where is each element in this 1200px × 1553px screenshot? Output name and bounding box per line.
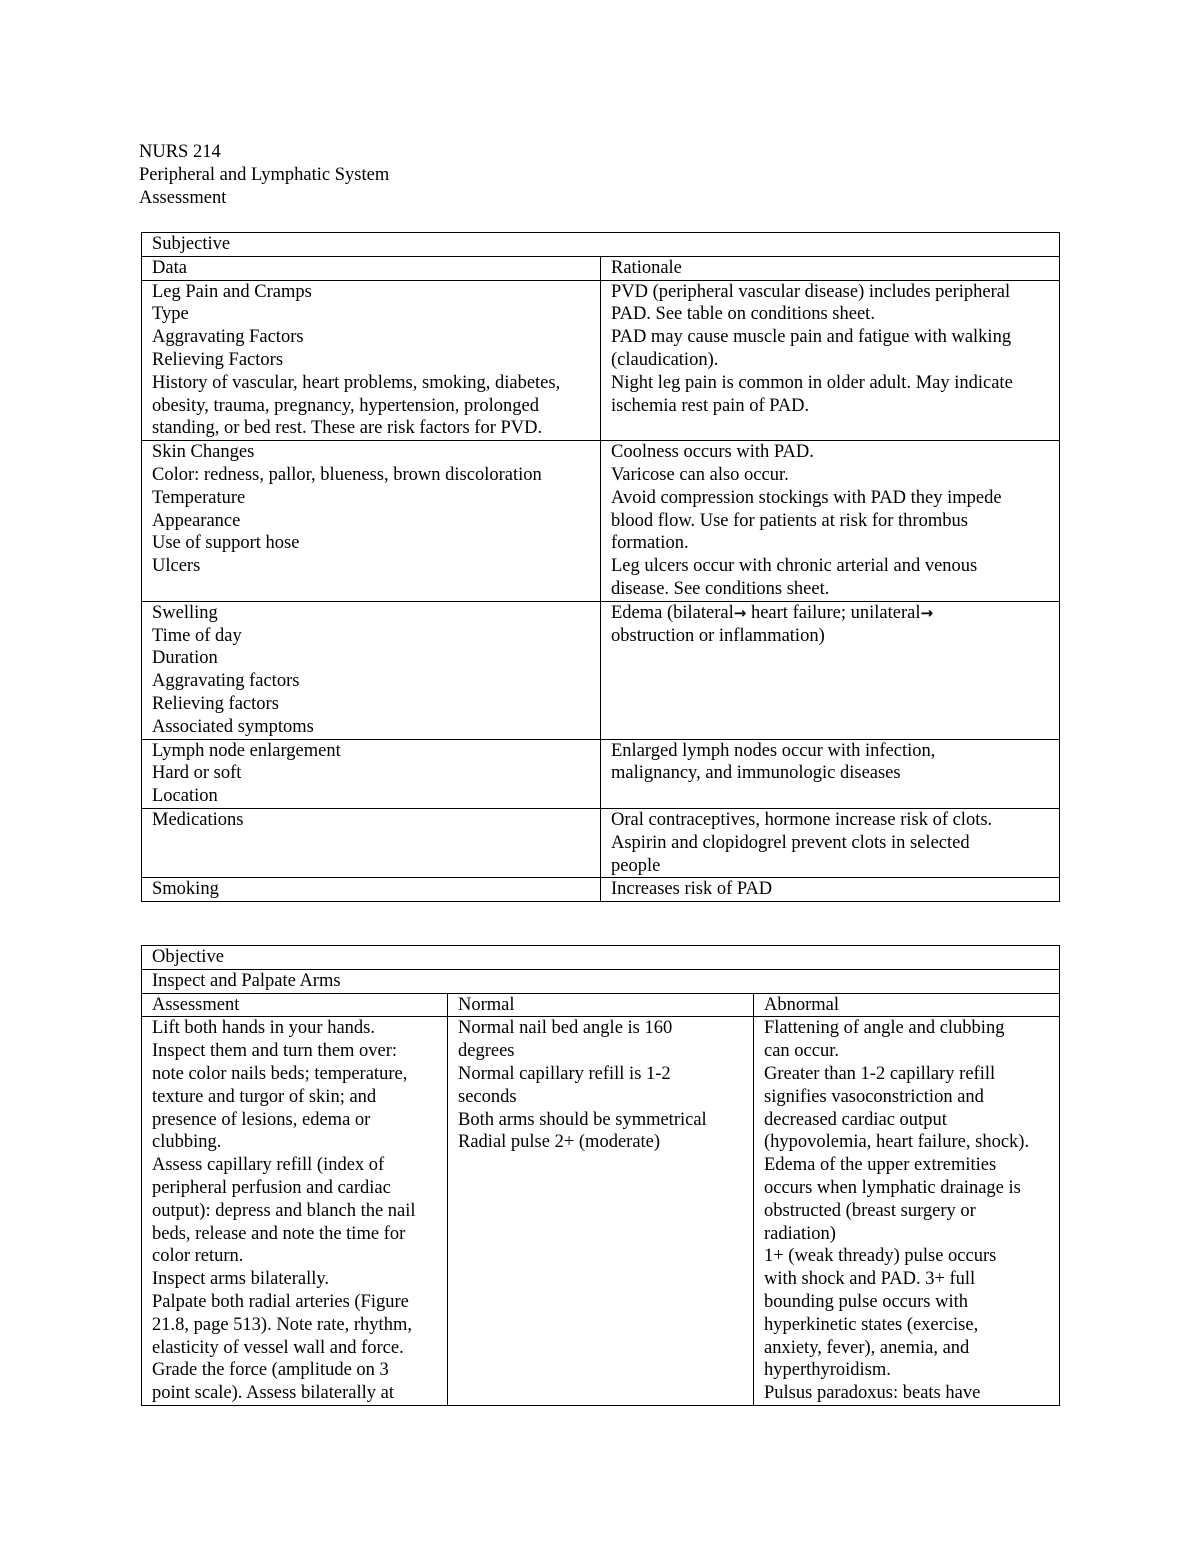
right-arrow-icon: → — [920, 603, 934, 622]
objective-section: Inspect and Palpate Arms — [142, 969, 1060, 993]
course-code: NURS 214 — [139, 142, 221, 162]
document-subtitle: Assessment — [139, 188, 227, 208]
table-section-row — [142, 969, 1060, 993]
column-header-data: Data — [142, 256, 601, 280]
column-header-normal: Normal — [448, 993, 754, 1017]
table-title-row — [142, 946, 1060, 970]
abnormal-cell: Flattening of angle and clubbing can occur. Greater than 1-2 capillary refill signifies vasoconstriction and decreased cardiac output (hypovolemia, heart failure, shock). Edema of the upper extremities occurs when lymphatic drainage is obstructed (breast surgery or radiation) 1+ (weak thready) pulse occurs with shock and PAD. 3+ full bounding pulse occurs with hyperkinetic states (exercise, anxiety, fever), anemia, and hyperthyroidism. Pulsus paradoxus: beats have — [754, 1017, 1060, 1406]
column-header-abnormal: Abnormal — [754, 993, 1060, 1017]
table-row — [142, 1017, 1060, 1406]
table-row — [142, 601, 1060, 739]
normal-cell: Normal nail bed angle is 160 degrees Normal capillary refill is 1-2 seconds Both arms should be symmetrical Radial pulse 2+ (moderate) — [448, 1017, 754, 1406]
table-title-row — [142, 233, 1060, 257]
table-row — [142, 808, 1060, 877]
rationale-cell: Enlarged lymph nodes occur with infection, malignancy, and immunologic diseases — [601, 739, 1060, 808]
table-row — [142, 878, 1060, 902]
table-row — [142, 280, 1060, 441]
table-header-row — [142, 993, 1060, 1017]
rationale-cell: Oral contraceptives, hormone increase risk of clots. Aspirin and clopidogrel prevent clots in selected people — [601, 808, 1060, 877]
column-header-assessment: Assessment — [142, 993, 448, 1017]
table-row — [142, 441, 1060, 602]
data-cell: Smoking — [142, 878, 601, 902]
data-cell: Skin Changes Color: redness, pallor, blueness, brown discoloration Temperature Appearance Use of support hose Ulcers — [142, 441, 601, 602]
rationale-cell: Edema (bilateral→ heart failure; unilateral→ obstruction or inflammation) — [601, 601, 1060, 739]
assessment-cell: Lift both hands in your hands. Inspect them and turn them over: note color nails beds; temperature, texture and turgor of skin; and presence of lesions, edema or clubbing. Assess capillary refill (index of peripheral perfusion and cardiac output): depress and blanch the nail beds, release and note the time for color return. Inspect arms bilaterally. Palpate both radial arteries (Figure 21.8, page 513). Note rate, rhythm, elasticity of vessel wall and force. Grade the force (amplitude on 3 point scale). Assess bilaterally at — [142, 1017, 448, 1406]
objective-title: Objective — [142, 946, 1060, 970]
rationale-cell: Coolness occurs with PAD. Varicose can also occur. Avoid compression stockings with PAD they impede blood flow. Use for patients at risk for thrombus formation. Leg ulcers occur with chronic arterial and venous disease. See conditions sheet. — [601, 441, 1060, 602]
data-cell: Medications — [142, 808, 601, 877]
rationale-cell: PVD (peripheral vascular disease) includes peripheral PAD. See table on conditions sheet. PAD may cause muscle pain and fatigue with walking (claudication). Night leg pain is common in older adult. May indicate ischemia rest pain of PAD. — [601, 280, 1060, 441]
data-cell: Lymph node enlargement Hard or soft Location — [142, 739, 601, 808]
column-header-rationale: Rationale — [601, 256, 1060, 280]
data-cell: Leg Pain and Cramps Type Aggravating Factors Relieving Factors History of vascular, heart problems, smoking, diabetes, obesity, trauma, pregnancy, hypertension, prolonged standing, or bed rest. These are risk factors for PVD. — [142, 280, 601, 441]
objective-table — [141, 945, 1060, 1406]
rationale-cell: Increases risk of PAD — [601, 878, 1060, 902]
data-cell: Swelling Time of day Duration Aggravating factors Relieving factors Associated symptoms — [142, 601, 601, 739]
document-title: Peripheral and Lymphatic System — [139, 165, 390, 185]
table-row — [142, 739, 1060, 808]
page-header — [139, 141, 389, 210]
table-header-row — [142, 256, 1060, 280]
subjective-table — [141, 232, 1060, 902]
right-arrow-icon: → — [733, 603, 747, 622]
subjective-title: Subjective — [142, 233, 1060, 257]
